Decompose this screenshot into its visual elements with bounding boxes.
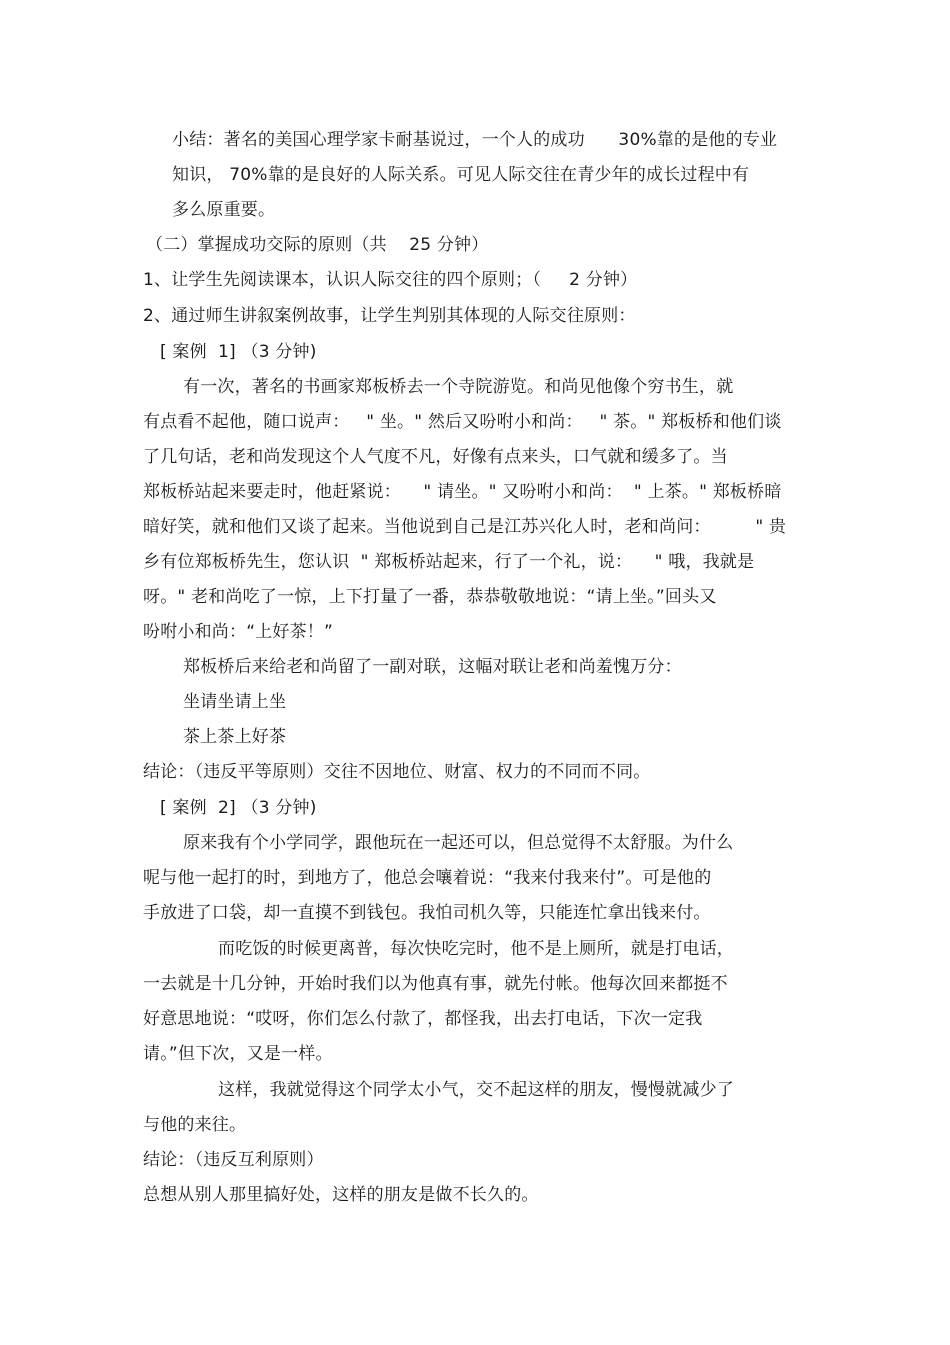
summary-line-3: 多么原重要。 <box>172 200 276 220</box>
case-2-paragraph-line: 好意思地说：“哎呀，你们怎么付款了，都怪我，出去打电话，下次一定我 <box>143 1009 703 1029</box>
case-1-paragraph-line: 呀。" 老和尚吃了一惊，上下打量了一番，恭恭敬敬地说：“请上坐。”回头又 <box>143 587 717 607</box>
section-heading: （二）掌握成功交际的原则（共 25 分钟） <box>146 235 489 255</box>
case-2-paragraph-line: 这样，我就觉得这个同学太小气，交不起这样的朋友，慢慢就减少了 <box>218 1080 734 1100</box>
case-1-paragraph-line: 吩咐小和尚：“上好茶！” <box>143 622 334 642</box>
case-1-paragraph-line: 有一次，著名的书画家郑板桥去一个寺院游览。和尚见他像个穷书生，就 <box>183 377 734 397</box>
case-1-paragraph-line: 乡有位郑板桥先生，您认识 " 郑板桥站起来，行了一个礼，说： " 哦，我就是 <box>143 552 755 572</box>
case-1-paragraph-line: 郑板桥后来给老和尚留了一副对联，这幅对联让老和尚羞愧万分： <box>183 657 682 677</box>
case-2-paragraph-line: 手放进了口袋，却一直摸不到钱包。我怕司机久等，只能连忙拿出钱来付。 <box>143 903 711 923</box>
case-2-paragraph-line: 而吃饭的时候更离普，每次快吃完时，他不是上厕所，就是打电话， <box>218 939 734 959</box>
case-1-paragraph-line: 郑板桥站起来要走时，他赶紧说： " 请坐。" 又吩咐小和尚： " 上茶。" 郑板桥暗 <box>143 482 782 502</box>
case-1-conclusion: 结论：（违反平等原则）交往不因地位、财富、权力的不同而不同。 <box>143 762 651 782</box>
case-2-paragraph-line: 一去就是十几分钟，开始时我们以为他真有事，就先付帐。他每次回来都挺不 <box>143 974 728 994</box>
case-2-conclusion-label: 结论：（违反互利原则） <box>143 1150 324 1170</box>
case-2-paragraph-line: 原来我有个小学同学，跟他玩在一起还可以，但总觉得不太舒服。为什么 <box>183 833 734 853</box>
couplet-line-2: 茶上茶上好茶 <box>183 727 287 747</box>
case-2-paragraph-line: 与他的来往。 <box>143 1115 247 1135</box>
case-2-paragraph-line: 请。”但下次，又是一样。 <box>143 1044 333 1064</box>
couplet-line-1: 坐请坐请上坐 <box>183 692 287 712</box>
summary-line-1: 小结：著名的美国心理学家卡耐基说过，一个人的成功 30%靠的是他的专业 <box>172 130 778 150</box>
case-1-paragraph-line: 暗好笑，就和他们又谈了起来。当他说到自己是江苏兴化人时，老和尚问： " 贵 <box>143 517 787 537</box>
list-item-1: 1、让学生先阅读课本，认识人际交往的四个原则；（ 2 分钟） <box>143 270 638 290</box>
case-1-paragraph-line: 有点看不起他，随口说声： " 坐。" 然后又吩咐小和尚： " 茶。" 郑板桥和他们谈 <box>143 412 782 432</box>
summary-line-2: 知识， 70%靠的是良好的人际关系。可见人际交往在青少年的成长过程中有 <box>172 165 750 185</box>
case-2-conclusion-text: 总想从别人那里搞好处，这样的朋友是做不长久的。 <box>143 1185 539 1205</box>
case-2-paragraph-line: 呢与他一起打的时，到地方了，他总会嚷着说：“我来付我来付”。可是他的 <box>143 868 712 888</box>
case-1-title: [ 案例 1] （3 分钟) <box>160 342 317 362</box>
case-2-title: [ 案例 2] （3 分钟) <box>160 798 317 818</box>
list-item-2: 2、通过师生讲叙案例故事，让学生判别其体现的人际交往原则： <box>143 306 636 326</box>
case-1-paragraph-line: 了几句话，老和尚发现这个人气度不凡，好像有点来头，口气就和缓多了。当 <box>143 447 728 467</box>
